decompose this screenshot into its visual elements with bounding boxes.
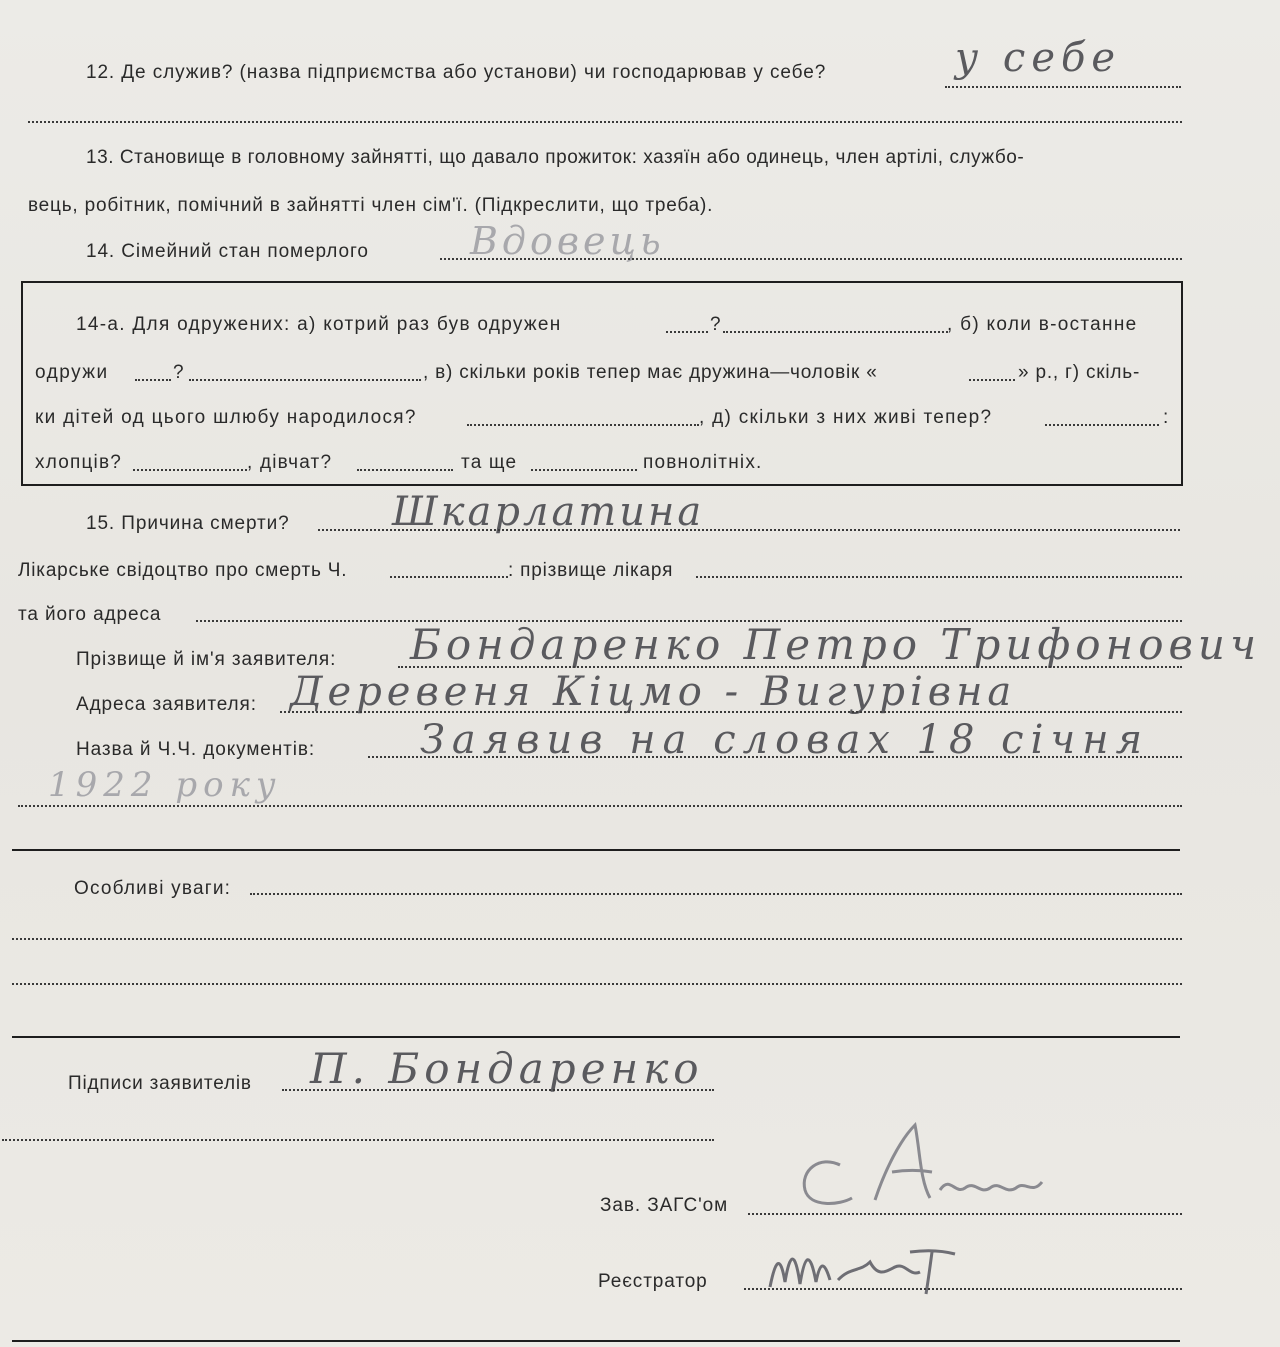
q14a-line4b: , дівчат? bbox=[247, 452, 333, 473]
q14a-children-alive-line bbox=[1045, 424, 1159, 426]
q14a-children-born-line bbox=[467, 424, 699, 426]
q14a-girls-line bbox=[357, 469, 453, 471]
q13-line1: 13. Становище в головному зайнятті, що давало прожиток: хазяїн або одинець, член артілі, службо- bbox=[86, 147, 1025, 168]
q14-label: 14. Сімейний стан померлого bbox=[86, 241, 369, 262]
q14a-line3b: , д) скільки з них живі тепер? bbox=[699, 407, 993, 428]
applicant-address-label: Адреса заявителя: bbox=[76, 694, 257, 715]
q14a-when-married-line2 bbox=[189, 379, 421, 381]
registrar-label: Реєстратор bbox=[598, 1271, 708, 1292]
q14a-times-married-line2 bbox=[723, 331, 948, 333]
signatures-label: Підписи заявителів bbox=[68, 1073, 252, 1094]
q14a-colon: : bbox=[1163, 407, 1169, 428]
applicant-name-label: Прізвище й ім'я заявителя: bbox=[76, 649, 337, 670]
medical-certificate-number-line bbox=[390, 576, 508, 578]
applicant-address-line bbox=[280, 711, 1182, 713]
signatures-line-2 bbox=[2, 1139, 714, 1141]
special-notes-line-2 bbox=[12, 938, 1182, 940]
q14a-times-married-line bbox=[666, 331, 708, 333]
documents-continuation-line bbox=[18, 805, 1182, 807]
zags-head-line bbox=[748, 1213, 1182, 1215]
q14a-line4c: та ще bbox=[461, 452, 518, 473]
documents-handwritten: Заявив на словах 18 січня bbox=[420, 717, 1150, 763]
documents-line bbox=[368, 756, 1182, 758]
q15-label: 15. Причина смерти? bbox=[86, 513, 290, 534]
applicant-name-handwritten: Бондаренко Петро Трифонович bbox=[410, 620, 1262, 669]
q12-label: 12. Де служив? (назва підприємства або установи) чи господарював у себе? bbox=[86, 62, 827, 83]
q14a-line4a: хлопців? bbox=[35, 452, 123, 473]
applicant-signature-handwritten: П. Бондаренко bbox=[310, 1044, 704, 1093]
medical-certificate-label: Лікарське свідоцтво про смерть Ч. bbox=[18, 560, 348, 581]
doctor-name-line bbox=[696, 576, 1182, 578]
section-divider-1 bbox=[12, 849, 1180, 851]
doctor-address-label: та його адреса bbox=[18, 604, 162, 625]
applicant-address-handwritten: Деревеня Кіцмо - Вигурівна bbox=[290, 669, 1017, 715]
q15-answer-line bbox=[318, 529, 1180, 531]
q14a-part4: » р., г) скіль- bbox=[1018, 362, 1141, 383]
q14a-qmark: ? bbox=[710, 314, 722, 335]
q14-answer-line bbox=[440, 258, 1182, 260]
section-divider-2 bbox=[12, 1036, 1180, 1038]
applicant-name-line bbox=[398, 666, 1182, 668]
q14a-line4d: повнолітніх. bbox=[643, 452, 763, 473]
doctor-name-label: : прізвище лікаря bbox=[508, 560, 674, 581]
q14-handwritten-answer: Вдовець bbox=[470, 219, 665, 263]
q14a-married-box bbox=[21, 281, 1183, 486]
q15-handwritten-answer: Шкарлатина bbox=[392, 489, 705, 535]
q12-continuation-line bbox=[28, 121, 1182, 123]
q14a-boys-line bbox=[133, 469, 247, 471]
q12-handwritten-answer: у себе bbox=[955, 35, 1122, 81]
bottom-divider bbox=[12, 1340, 1180, 1342]
zags-head-signature bbox=[780, 1110, 1080, 1220]
registrar-signature bbox=[760, 1232, 970, 1302]
q14a-adults-line bbox=[531, 469, 637, 471]
q14a-part1: 14-а. Для одружених: а) котрий раз був одружен bbox=[76, 314, 562, 335]
q14a-part3: , в) скільки років тепер має дружина—чоловік « bbox=[423, 362, 878, 383]
signatures-line bbox=[282, 1089, 714, 1091]
special-notes-label: Особливі уваги: bbox=[74, 878, 232, 899]
q14a-part2: , б) коли в-останне bbox=[947, 314, 1138, 335]
special-notes-line-3 bbox=[12, 983, 1182, 985]
q14a-when-married-line bbox=[135, 379, 171, 381]
q12-answer-line bbox=[945, 86, 1181, 88]
q14a-odruzhy: одружи bbox=[35, 362, 109, 383]
zags-head-label: Зав. ЗАГС'ом bbox=[600, 1195, 729, 1216]
q14a-line3a: ки дітей од цього шлюбу народилося? bbox=[35, 407, 417, 428]
documents-label: Назва й Ч.Ч. документів: bbox=[76, 739, 316, 760]
documents-handwritten-continued: 1922 року bbox=[48, 765, 282, 805]
special-notes-line-1 bbox=[250, 893, 1182, 895]
q14a-spouse-age-line bbox=[969, 379, 1015, 381]
registrar-line bbox=[744, 1288, 1182, 1290]
q14a-qmark2: ? bbox=[173, 362, 185, 383]
q13-line2: вець, робітник, помічний в зайнятті член сім'ї. (Підкреслити, що треба). bbox=[28, 195, 714, 216]
